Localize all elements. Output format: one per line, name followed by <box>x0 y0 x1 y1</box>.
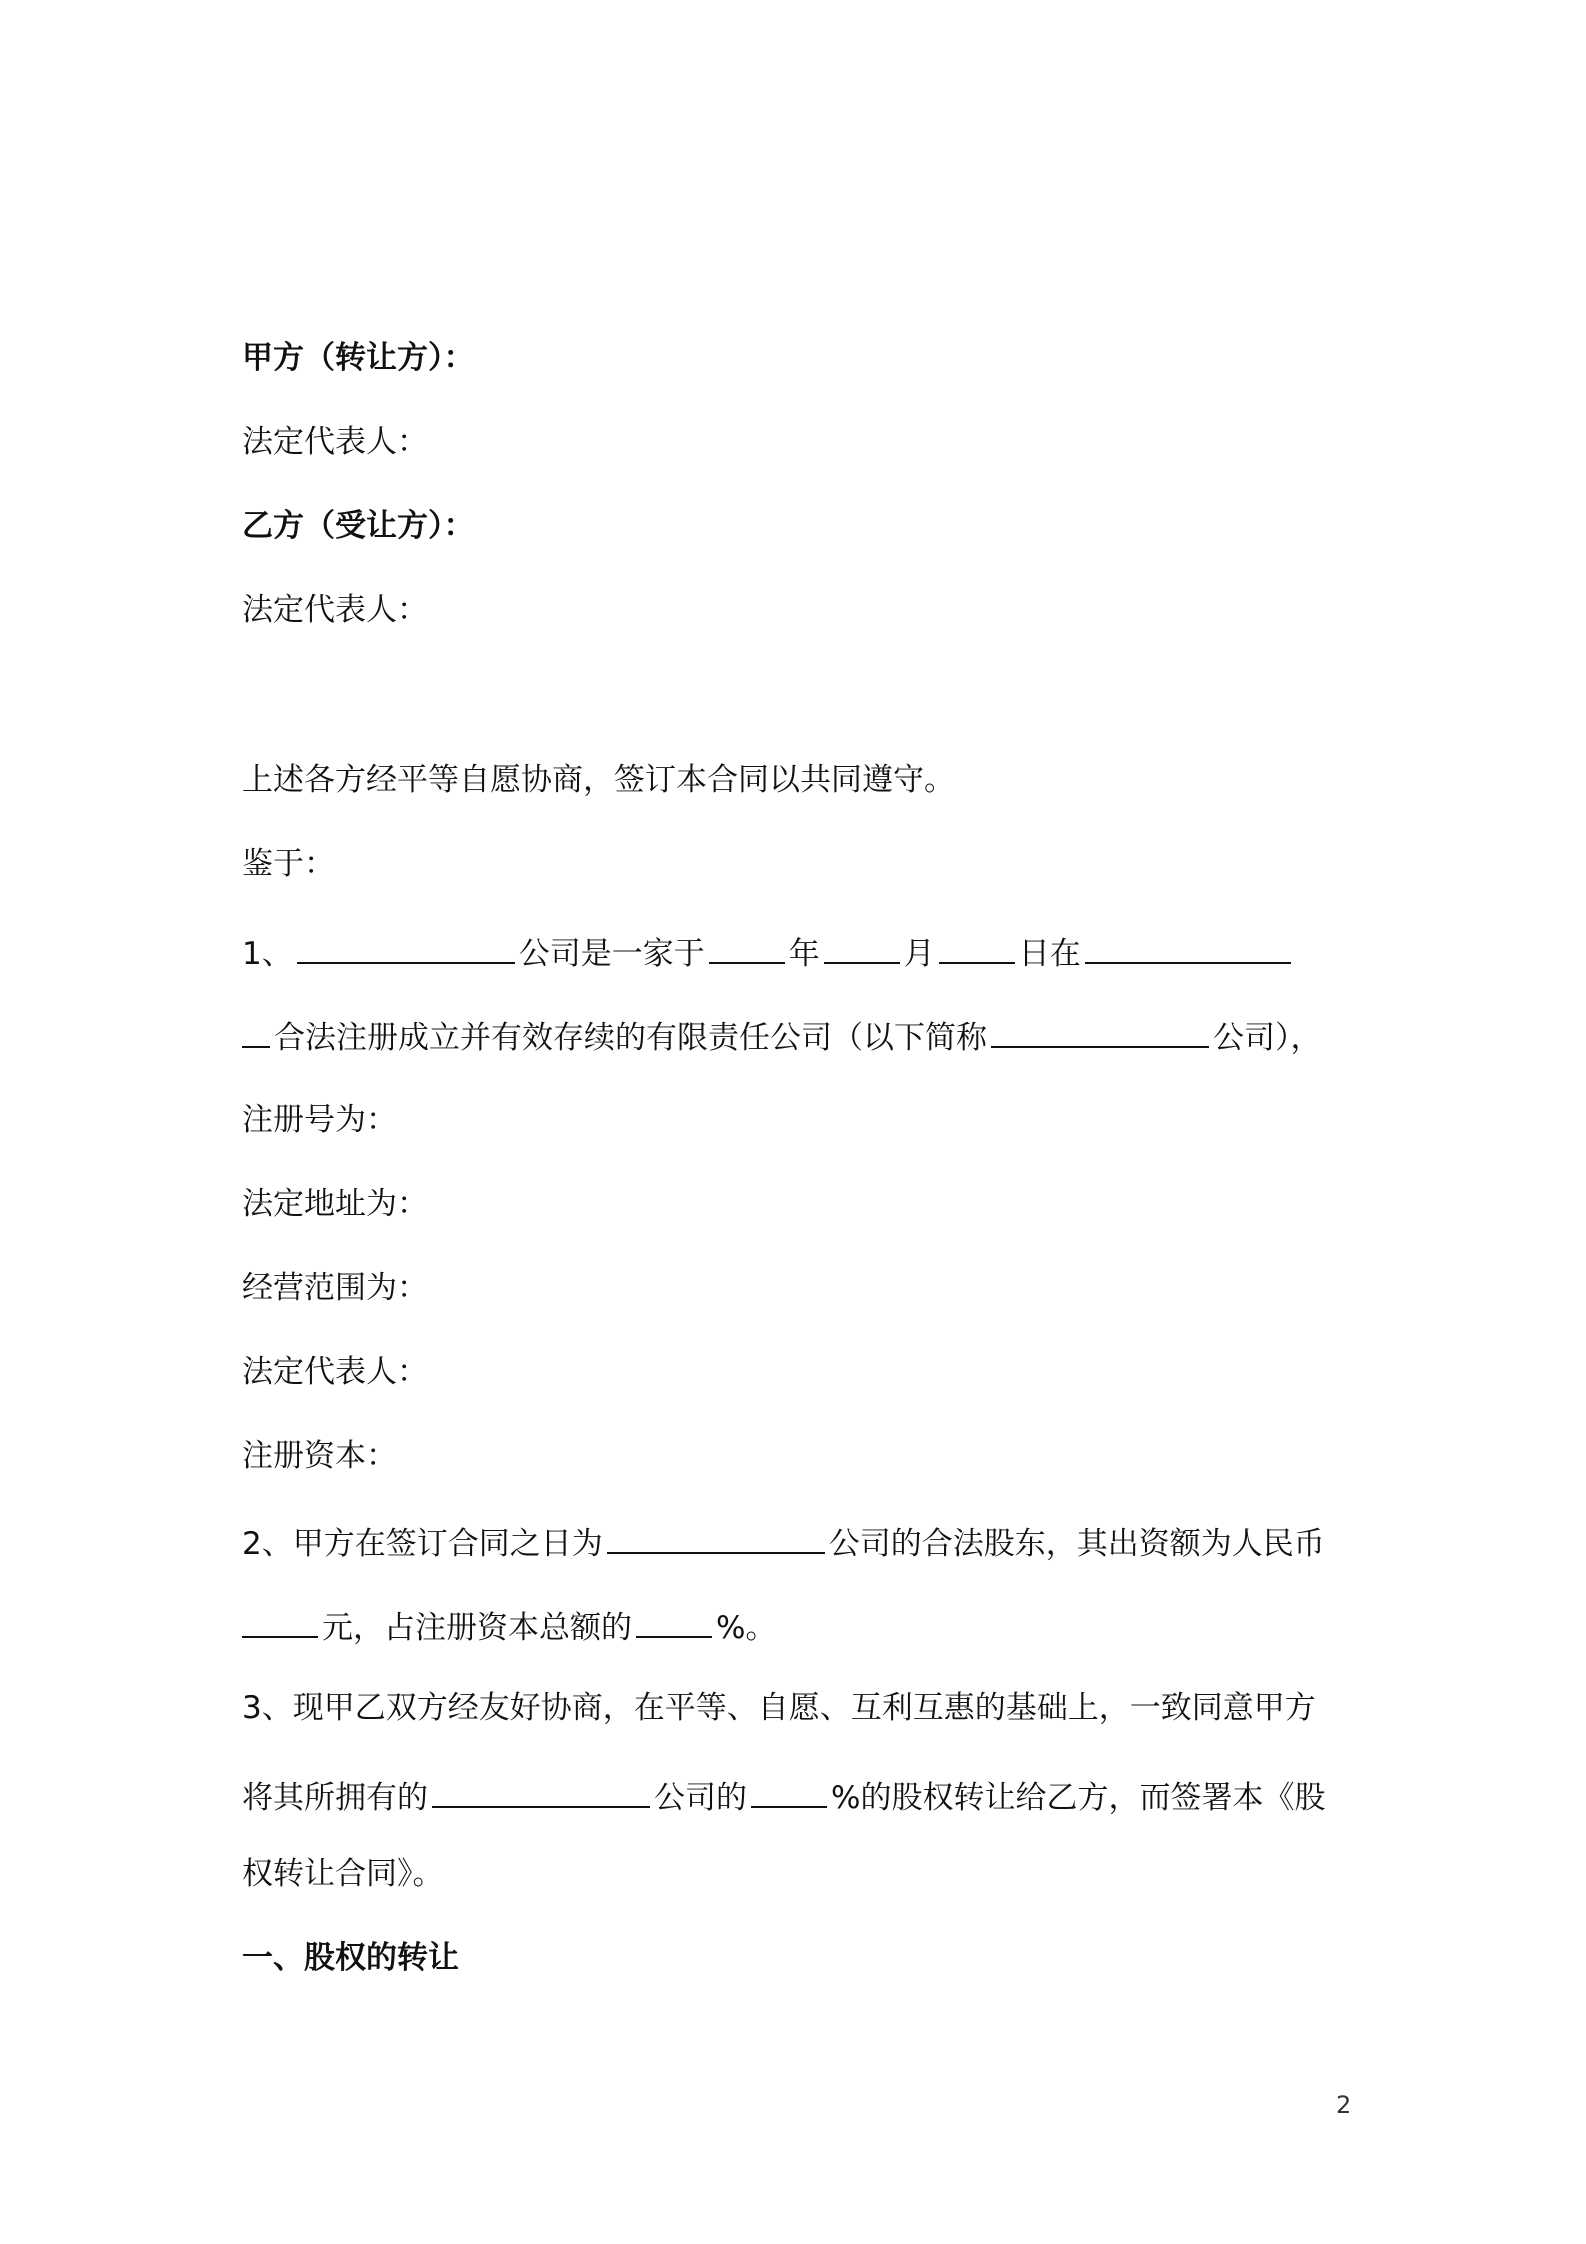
clause-1-month-label: 月 <box>903 936 935 972</box>
page-number: 2 <box>1336 2091 1352 2119</box>
registered-capital-label: 注册资本： <box>242 1438 397 1474</box>
clause-1-text-registered: 合法注册成立并有效存续的有限责任公司（以下简称 <box>274 1020 987 1056</box>
business-scope-label: 经营范围为： <box>242 1270 428 1306</box>
legal-address-label: 法定地址为： <box>242 1186 428 1222</box>
clause-2-company-blank <box>607 1520 825 1554</box>
clause-3-line-1: 3、现甲乙双方经友好协商，在平等、自愿、互利互惠的基础上，一致同意甲方 <box>242 1690 1316 1726</box>
registration-place-blank <box>1085 930 1291 964</box>
clause-3-company-blank <box>432 1774 650 1808</box>
party-b-heading: 乙方（受让方）： <box>242 508 475 544</box>
clause-2-text-percent: %。 <box>716 1610 777 1646</box>
clause-1-text-company-founded: 公司是一家于 <box>518 936 705 972</box>
party-a-legal-representative: 法定代表人： <box>242 424 428 460</box>
clause-2-text-contribution: 公司的合法股东，其出资额为人民币 <box>828 1526 1325 1562</box>
clause-1-line-2 <box>242 1014 1362 1060</box>
clause-2-text-shareholder-date: 2、甲方在签订合同之日为 <box>242 1526 603 1562</box>
equity-percent-blank <box>751 1774 827 1808</box>
contribution-amount-blank <box>242 1604 318 1638</box>
party-b-legal-representative: 法定代表人： <box>242 592 428 628</box>
whereas-label: 鉴于： <box>242 846 335 882</box>
clause-1-text-company-suffix: 公司）， <box>1213 1020 1322 1056</box>
clause-3-line-3: 权转让合同》。 <box>242 1856 444 1892</box>
clause-2-line-2 <box>242 1604 1362 1650</box>
clause-3-text-company: 公司的 <box>654 1780 747 1816</box>
day-blank <box>939 930 1015 964</box>
company-name-blank <box>297 930 515 964</box>
clause-3-line-2 <box>242 1774 1362 1820</box>
clause-1-day-label: 日在 <box>1018 936 1081 972</box>
clause-3-text-owned: 将其所拥有的 <box>242 1780 428 1816</box>
section-1-heading: 一、股权的转让 <box>242 1940 459 1976</box>
month-blank <box>824 930 900 964</box>
clause-2-text-yuan: 元，占注册资本总额的 <box>322 1610 632 1646</box>
clause-1-number: 1、 <box>242 936 293 972</box>
clause-3-text-transfer: %的股权转让给乙方，而签署本《股 <box>831 1780 1326 1816</box>
year-blank <box>709 930 785 964</box>
capital-percent-blank <box>636 1604 712 1638</box>
company-short-name-blank <box>991 1014 1209 1048</box>
registration-place-blank-continued <box>242 1014 270 1048</box>
clause-2-line-1 <box>242 1520 1362 1566</box>
registration-number-label: 注册号为： <box>242 1102 397 1138</box>
clause-1-line-1 <box>242 930 1362 976</box>
intro-paragraph: 上述各方经平等自愿协商，签订本合同以共同遵守。 <box>242 762 955 798</box>
party-a-heading: 甲方（转让方）： <box>242 340 475 376</box>
clause-1-year-label: 年 <box>788 936 820 972</box>
legal-representative-label: 法定代表人： <box>242 1354 428 1390</box>
